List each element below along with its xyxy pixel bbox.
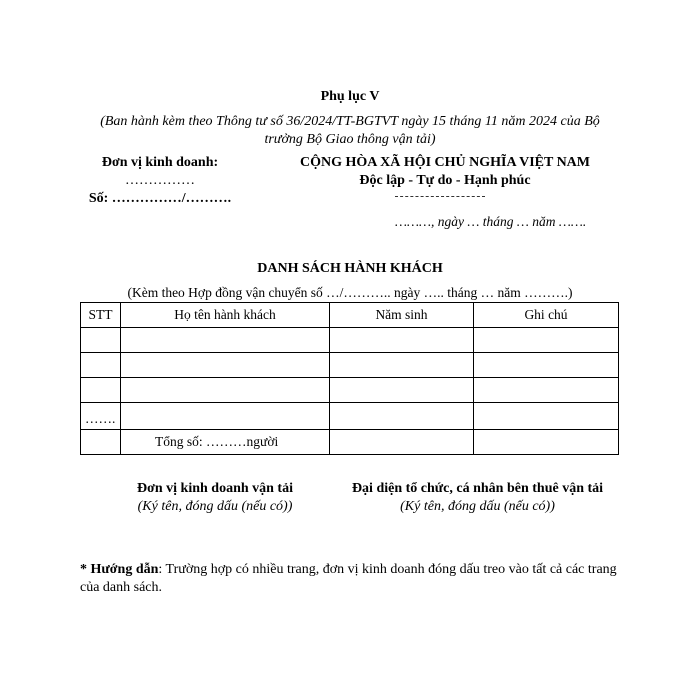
total-count: Tổng số: ………người (121, 430, 330, 455)
header-divider (395, 196, 485, 197)
column-header-name: Họ tên hành khách (121, 303, 330, 328)
hirer-signature-block (345, 480, 610, 516)
national-motto: Độc lập - Tự do - Hạnh phúc (359, 173, 531, 188)
carrier-signature-title: Đơn vị kinh doanh vận tải (137, 481, 293, 496)
national-header (280, 154, 610, 190)
business-unit-dots: …………… (125, 173, 195, 188)
carrier-signature-note: (Ký tên, đóng dấu (nếu có)) (137, 499, 293, 514)
appendix-title: Phụ lục V (320, 89, 380, 104)
carrier-signature-block (100, 480, 330, 516)
guidance-text: : Trường hợp có nhiều trang, đơn vị kinh doanh đóng dấu treo vào tất cả các trang của danh sách. (80, 562, 617, 595)
guidance-note (80, 561, 620, 597)
document-number: Số: ……………/………. (88, 191, 232, 206)
business-unit-label: Đơn vị kinh doanh: (101, 155, 219, 170)
passenger-table (80, 302, 619, 455)
column-header-stt: STT (81, 303, 121, 328)
ellipsis-cell: ……. (81, 403, 121, 430)
column-header-notes: Ghi chú (474, 303, 619, 328)
contract-attachment-note: (Kèm theo Hợp đồng vận chuyển số …/……….. ngày ….. tháng … năm ……….) (127, 285, 573, 300)
column-header-birth-year: Năm sinh (330, 303, 474, 328)
business-unit-block (80, 154, 240, 208)
hirer-signature-title: Đại diện tổ chức, cá nhân bên thuê vận tải (351, 481, 604, 496)
hirer-signature-note: (Ký tên, đóng dấu (nếu có)) (400, 499, 555, 514)
date-line: ………, ngày … tháng … năm ……. (395, 214, 587, 229)
table-row (81, 353, 619, 378)
table-header-row (81, 303, 619, 328)
nation-name: CỘNG HÒA XÃ HỘI CHỦ NGHĨA VIỆT NAM (299, 155, 590, 170)
table-total-row (81, 430, 619, 455)
table-row (81, 403, 619, 430)
issuance-note: (Ban hành kèm theo Thông tư số 36/2024/TT-BGTVT ngày 15 tháng 11 năm 2024 của Bộ trưởng Bộ Giao thông vận tải) (100, 114, 600, 147)
table-row (81, 378, 619, 403)
table-row (81, 328, 619, 353)
guidance-label: * Hướng dẫn (80, 562, 159, 577)
document-title: DANH SÁCH HÀNH KHÁCH (257, 261, 443, 276)
